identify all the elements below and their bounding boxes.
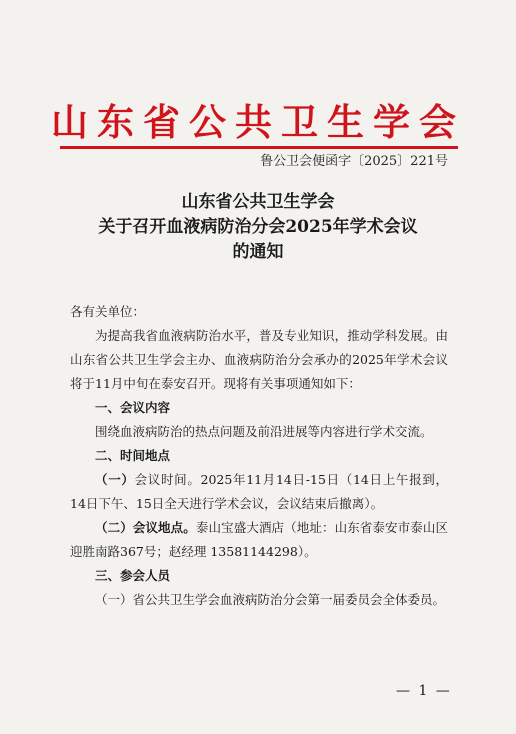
title-line-1: 山东省公共卫生学会: [181, 192, 335, 212]
notice-body: [70, 300, 448, 612]
section-3-heading: 三、参会人员: [95, 568, 171, 583]
red-separator-line: [60, 146, 458, 149]
notice-title: [0, 190, 516, 265]
section-2-heading: 二、时间地点: [95, 448, 171, 463]
section-1-heading: 一、会议内容: [95, 400, 171, 415]
section-3-item-1: （一）省公共卫生学会血液病防治分会第一届委员会全体委员。: [95, 592, 446, 607]
title-line-2: 关于召开血液病防治分会2025年学术会议: [98, 217, 418, 237]
document-number: 鲁公卫会便函字〔2025〕221号: [260, 154, 448, 169]
item-2-label: （二）会议地点。: [95, 520, 196, 535]
item-1-text: 会议时间。2025年11月14日-15日（14日上午报到，14日下午、15日全天进行学术会议，会议结束后撤离）。: [70, 472, 448, 511]
intro-organizer: 由山东省公共卫生学会主办、血液病防治分会承办的2025年学术会议将于11月中旬在泰安召开。: [70, 328, 448, 391]
page-number: — 1 —: [396, 683, 452, 699]
item-2-text: 泰山宝盛大酒店（地址：山东省泰安市泰山区迎胜南路367号；赵经理 13581144298）。: [70, 520, 448, 559]
intro-closing: 现将有关事项通知如下：: [223, 376, 361, 391]
title-line-3: 的通知: [232, 242, 284, 262]
organization-letterhead: 山东省公共卫生学会: [51, 100, 465, 144]
intro-purpose: 为提高我省血液病防治水平，普及专业知识，推动学科发展。: [95, 328, 436, 343]
salutation: 各有关单位：: [70, 304, 146, 319]
section-2-item-2: [70, 516, 448, 564]
section-2-item-1: [70, 468, 448, 516]
intro-paragraph: [70, 324, 448, 396]
item-1-label: （一）: [95, 472, 135, 487]
section-1-text: 围绕血液病防治的热点问题及前沿进展等内容进行学术交流。: [95, 424, 433, 439]
